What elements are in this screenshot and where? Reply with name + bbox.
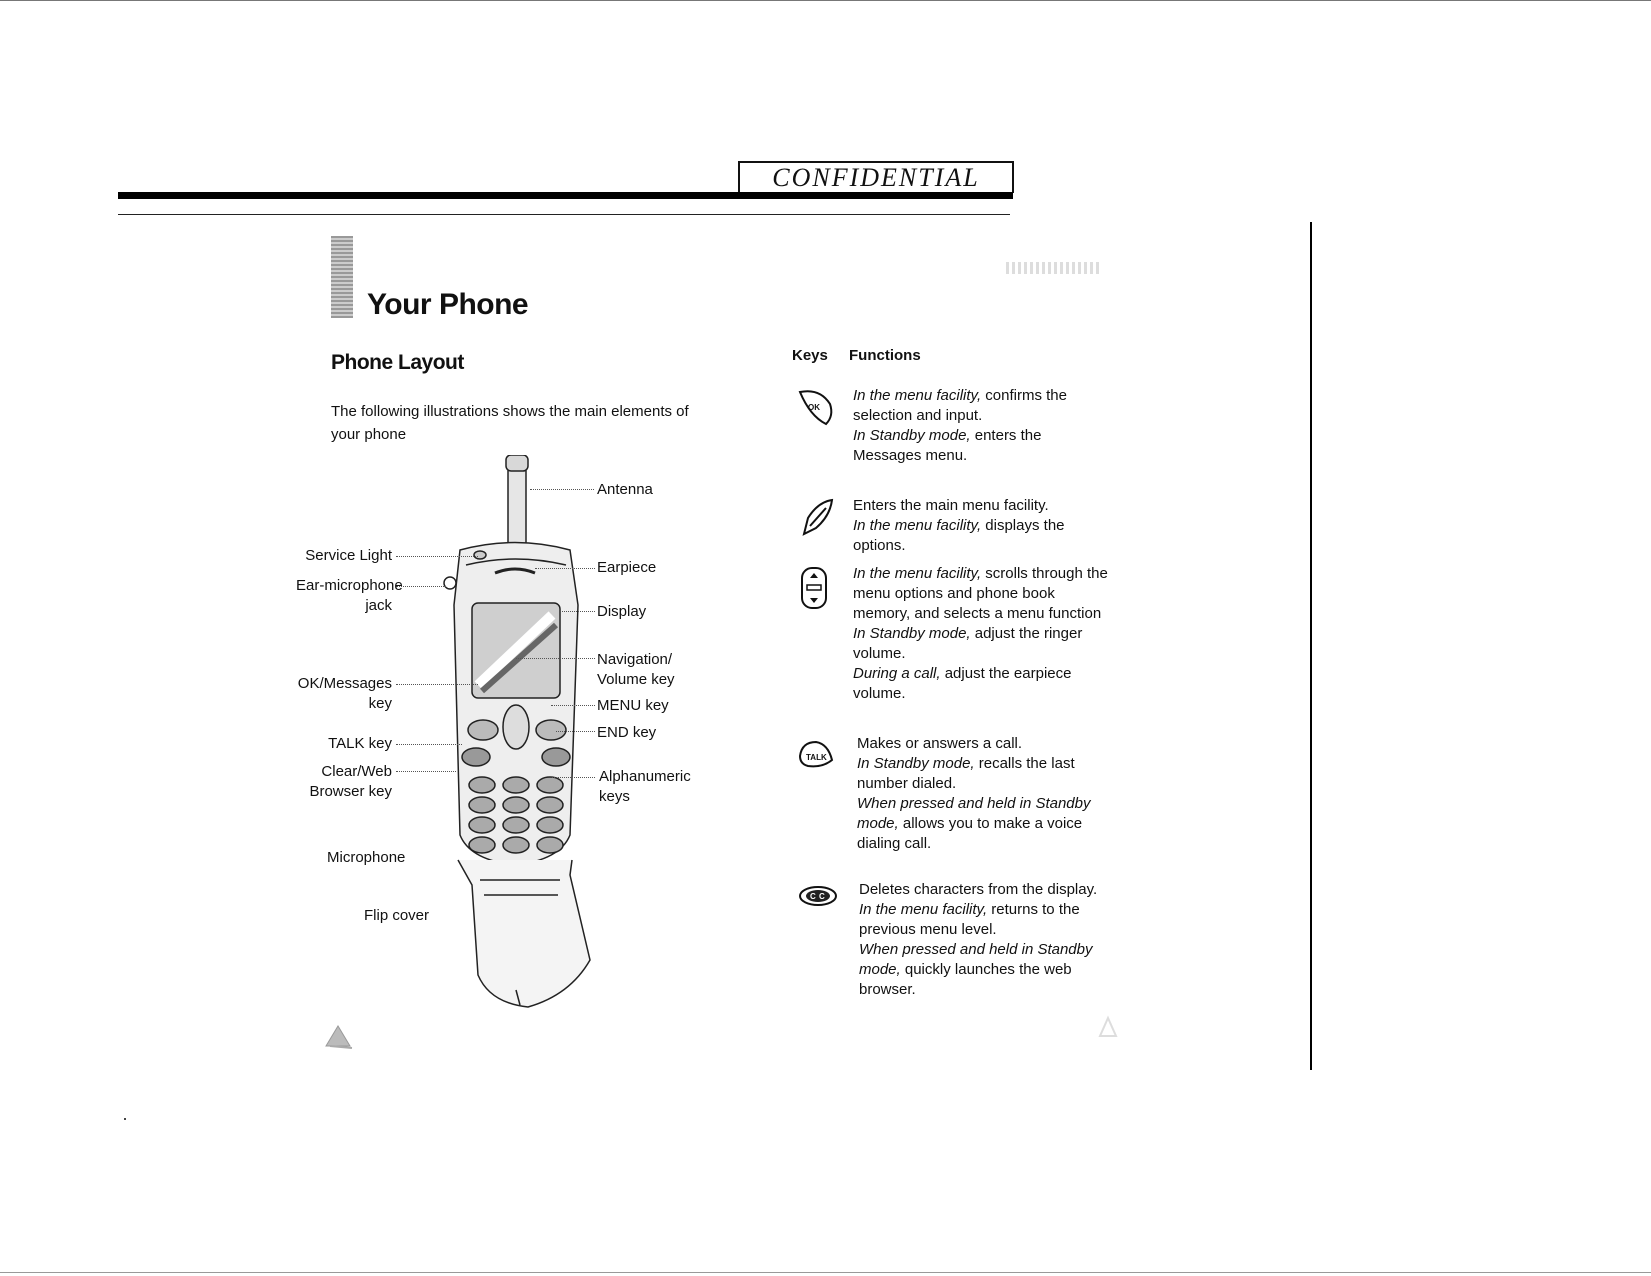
- callout-earpiece: Earpiece: [597, 559, 657, 576]
- scan-top-edge: [0, 0, 1651, 1]
- leader-antenna: [530, 489, 594, 490]
- callout-ok-messages: OK/Messages: [297, 675, 392, 692]
- nav-l1: scrolls through the menu options and phone book memory, and selects a menu function: [853, 565, 1108, 622]
- leader-alphanumeric: [552, 777, 595, 778]
- talk-l2: recalls the last number dialed.: [857, 755, 1075, 792]
- leader-service-light: [396, 556, 478, 557]
- talk-l2-em: In Standby mode,: [857, 755, 975, 772]
- nav-l3-em: During a call,: [853, 665, 941, 682]
- leader-clear: [396, 771, 456, 772]
- chapter-title: Your Phone: [367, 288, 529, 321]
- scan-bottom-edge: [0, 1272, 1651, 1273]
- leader-navigation: [516, 658, 595, 659]
- talk-l3: allows you to make a voice dialing call.: [857, 815, 1083, 852]
- callout-ok-key: key: [368, 695, 392, 712]
- function-menu: [853, 496, 1113, 556]
- callout-clear-web: Clear/Web: [321, 763, 392, 780]
- nav-l1-em: In the menu facility,: [853, 565, 982, 582]
- talk-l3-em: When pressed and held in Standby mode,: [857, 795, 1091, 832]
- callout-service-light: Service Light: [305, 547, 392, 564]
- leader-display: [560, 611, 595, 612]
- intro-paragraph: The following illustrations shows the main elements of your phone: [331, 403, 689, 443]
- faded-ghost-text: [1006, 262, 1102, 274]
- clear-l3: quickly launches the web browser.: [859, 961, 1072, 998]
- callout-antenna: Antenna: [597, 481, 653, 498]
- section-title: Phone Layout: [331, 351, 464, 374]
- ok-messages-key-icon: [796, 386, 836, 430]
- function-talk: [857, 734, 1117, 854]
- callout-keys: keys: [599, 788, 630, 805]
- callout-browser-key: Browser key: [309, 783, 392, 800]
- menu-key-icon: [796, 496, 836, 540]
- leader-earpiece: [535, 568, 595, 569]
- callout-navigation: Navigation/: [597, 651, 673, 668]
- menu-l1: Enters the main menu facility.: [853, 497, 1049, 514]
- callout-talk-key: TALK key: [328, 735, 392, 752]
- callout-volume-key: Volume key: [597, 671, 675, 688]
- phone-illustration: [420, 455, 620, 1015]
- function-clear: [859, 880, 1119, 1000]
- navigation-volume-key-icon: [796, 566, 836, 610]
- menu-l2-em: In the menu facility,: [853, 517, 982, 534]
- leader-ok-messages: [396, 684, 478, 685]
- callout-ear-microphone: Ear-microphone: [296, 577, 403, 594]
- callout-alphanumeric: Alphanumeric: [599, 768, 691, 785]
- callout-jack: jack: [365, 597, 392, 614]
- clear-l2: returns to the previous menu level.: [859, 901, 1080, 938]
- nav-l2-em: In Standby mode,: [853, 625, 971, 642]
- clear-l2-em: In the menu facility,: [859, 901, 988, 918]
- svg-text:C: C: [819, 892, 825, 901]
- header-thin-rule: [118, 214, 1010, 215]
- callout-flip-cover: Flip cover: [364, 907, 430, 924]
- svg-text:TALK: TALK: [806, 753, 827, 762]
- leader-menu: [551, 705, 595, 706]
- clear-l3-em: When pressed and held in Standby mode,: [859, 941, 1093, 978]
- talk-l1: Makes or answers a call.: [857, 735, 1023, 752]
- svg-text:C: C: [810, 892, 816, 901]
- callout-microphone: Microphone: [327, 849, 406, 866]
- function-navigation: [853, 564, 1113, 704]
- callout-end-key: END key: [597, 724, 657, 741]
- nav-l2: adjust the ringer volume.: [853, 625, 1083, 662]
- leader-talk: [396, 744, 462, 745]
- clear-l1: Deletes characters from the display.: [859, 881, 1098, 898]
- function-ok-messages: [853, 386, 1113, 466]
- header-thick-rule: [118, 192, 1013, 199]
- faded-corner-mark-icon: [322, 1022, 356, 1050]
- page-edge-bar: [1310, 222, 1312, 1070]
- leader-ear-mic: [396, 586, 446, 587]
- callout-menu-key: MENU key: [597, 697, 669, 714]
- ok-l1: confirms the selection and input.: [853, 387, 1067, 424]
- confidential-stamp: CONFIDENTIAL: [738, 161, 1014, 193]
- chapter-marker-bar: [331, 236, 353, 318]
- callout-display: Display: [597, 603, 647, 620]
- nav-l3: adjust the earpiece volume.: [853, 665, 1072, 702]
- clear-web-key-icon: [798, 880, 838, 924]
- talk-key-icon: [796, 734, 836, 778]
- faded-corner-mark-right-icon: [1094, 1012, 1124, 1040]
- keys-header: Keys: [792, 347, 828, 364]
- functions-header: Functions: [849, 347, 921, 364]
- scan-speck: [124, 1118, 126, 1120]
- svg-text:OK: OK: [808, 403, 820, 412]
- ok-l2-em: In Standby mode,: [853, 427, 971, 444]
- ok-l1-em: In the menu facility,: [853, 387, 982, 404]
- ok-l2: enters the Messages menu.: [853, 427, 1042, 464]
- leader-end: [556, 731, 595, 732]
- menu-l2: displays the options.: [853, 517, 1065, 554]
